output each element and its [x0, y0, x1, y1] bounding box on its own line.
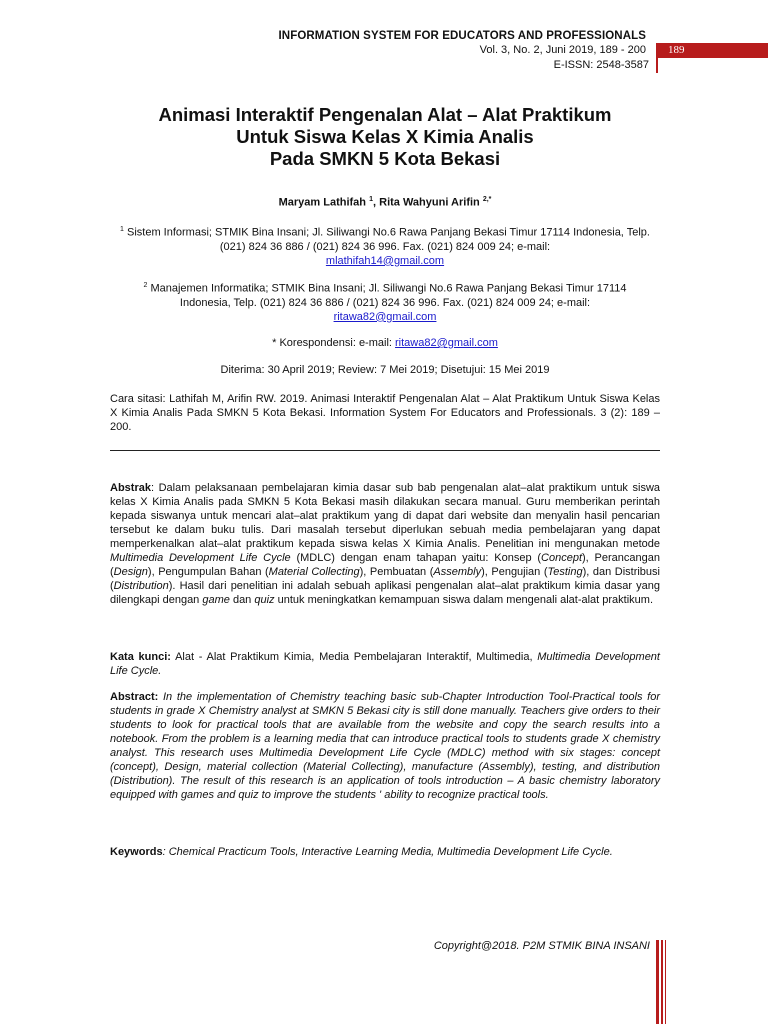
abstrak-term: quiz — [254, 594, 275, 606]
author-list — [110, 196, 660, 209]
keywords-english — [110, 845, 660, 859]
kata-kunci-term: Multimedia Development Life Cycle. — [110, 651, 660, 677]
correspondence — [110, 337, 660, 349]
title-line-2: Untuk Siswa Kelas X Kimia Analis — [236, 126, 534, 147]
volume-line: Vol. 3, No. 2, Juni 2019, 189 - 200 — [479, 44, 646, 56]
abstrak-indonesian — [110, 481, 660, 607]
abstract-text: In the implementation of Chemistry teaching basic sub-Chapter Introduction Tool-Practical tools for students in grade X Chemistry analyst at SMKN 5 Bekasi city is still done manually. Teachers give orders to their students to look for practical tools that are available from the website and copy the search results into a notebook. From the problem is a learning media that can introduce practical tools to students grade X chemistry analyst. This research uses Multimedia Development Life Cycle (MDLC) method with six stages: concept (concept), Design, material collection (Material Collecting), manufacture (Assembly), testing, and distribution (Distribution). The result of this research is an application of tools introduction – A basic chemistry laboratory equipped with games and quiz to improve the students ' ability to recognize practical tools. — [110, 691, 660, 801]
abstrak-term: Distribution — [113, 580, 169, 592]
submission-dates: Diterima: 30 April 2019; Review: 7 Mei 2019; Disetujui: 15 Mei 2019 — [220, 364, 550, 376]
abstrak-term: Testing — [547, 566, 583, 578]
affiliation-text: Manajemen Informatika; STMIK Bina Insani; Jl. Siliwangi No.6 Rawa Panjang Bekasi Timur 17114 Indonesia, Telp. (021) 824 36 886 / (021) 824 36 996. Fax. (021) 824 009 24; e-mail: — [150, 282, 627, 309]
abstrak-text: (MDLC) dengan enam tahapan yaitu: Konsep ( — [290, 552, 542, 564]
footer-red-line — [656, 940, 659, 1024]
correspondence-label: * Korespondensi: e-mail: — [272, 337, 392, 349]
abstrak-text: ), Pengumpulan Bahan ( — [147, 566, 269, 578]
abstrak-text: ), Pengujian ( — [481, 566, 548, 578]
abstract-english — [110, 690, 660, 802]
abstrak-text: ), Perancangan ( — [110, 552, 660, 578]
keywords-text: : Chemical Practicum Tools, Interactive Learning Media, Multimedia Development Life Cycle. — [162, 846, 613, 858]
copyright-notice: Copyright@2018. P2M STMIK BINA INSANI — [433, 940, 650, 952]
kata-kunci — [110, 650, 660, 678]
correspondence-email-link[interactable]: ritawa82@gmail.com — [395, 337, 498, 349]
abstrak-text: ). Hasil dari penelitian ini adalah sebuah aplikasi pengenalan alat–alat praktikum kimia dasar yang dilengkapi dengan — [110, 580, 660, 606]
issn-line: E-ISSN: 2548-3587 — [553, 59, 649, 71]
email-link[interactable]: ritawa82@gmail.com — [333, 310, 437, 323]
email-link[interactable]: mlathifah14@gmail.com — [325, 254, 445, 267]
author-separator: , — [373, 196, 380, 209]
footer-red-line — [665, 940, 666, 1024]
abstrak-text: ), Pembuatan ( — [359, 566, 434, 578]
title-line-1: Animasi Interaktif Pengenalan Alat – Alat Praktikum — [158, 104, 612, 125]
affiliation-1 — [118, 223, 652, 268]
author-name: Maryam Lathifah — [278, 196, 367, 209]
abstrak-term: Material Collecting — [268, 566, 360, 578]
section-divider — [110, 450, 660, 451]
abstrak-term: game — [202, 594, 230, 606]
affiliation-2 — [118, 279, 652, 324]
abstrak-term: Multimedia Development Life Cycle — [110, 552, 291, 564]
title-line-3: Pada SMKN 5 Kota Bekasi — [269, 148, 501, 169]
abstrak-text: : Dalam pelaksanaan pembelajaran kimia dasar sub bab pengenalan alat–alat praktikum untuk siswa kelas X Kimia Analis pada SMKN 5 Kota Bekasi masih dilakukan secara manual. Guru memberikan perintah kepada siswanya untuk mencari alat–alat praktikum yang di dapat dari website dan menyalin hasil pencarian tersebut ke dalam buku tulis. Dari masalah tersebut diperlukan sebuah media pembelajaran yang dapat memperkenalkan alat–alat praktikum kepada siswa kelas X Kimia Analis. Penelitian ini mengunakan metode — [110, 482, 660, 550]
kata-kunci-text: Alat - Alat Praktikum Kimia, Media Pembelajaran Interaktif, Multimedia, — [170, 651, 538, 663]
footer-red-line — [661, 940, 663, 1024]
journal-name: INFORMATION SYSTEM FOR EDUCATORS AND PROFESSIONALS — [278, 30, 646, 42]
abstrak-term: Concept — [541, 552, 583, 564]
affiliation-text: Sistem Informasi; STMIK Bina Insani; Jl. Siliwangi No.6 Rawa Panjang Bekasi Timur 17114 Indonesia, Telp. (021) 824 36 886 / (021) 824 36 996. Fax. (021) 824 009 24; e-mail: — [127, 226, 650, 253]
affiliation-mark: 1 — [120, 226, 124, 233]
author-name: Rita Wahyuni Arifin — [379, 196, 480, 209]
abstract-label: Abstract: — [110, 691, 159, 703]
abstrak-text: untuk meningkatkan kemampuan siswa dalam mengenali alat-alat praktikum. — [274, 594, 654, 606]
abstrak-term: Design — [113, 566, 148, 578]
abstrak-text: dan — [229, 594, 255, 606]
author-affiliation-mark: 1 — [369, 196, 373, 203]
author-affiliation-mark: 2,* — [482, 196, 492, 203]
abstrak-term: Assembly — [433, 566, 482, 578]
abstrak-text: ), dan Distribusi ( — [110, 566, 660, 592]
page-number-badge: 189 — [658, 43, 768, 58]
abstrak-label: Abstrak — [110, 482, 151, 494]
citation: Cara sitasi: Lathifah M, Arifin RW. 2019. Animasi Interaktif Pengenalan Alat – Alat Praktikum Untuk Siswa Kelas X Kimia Analis Pada SMKN 5 Kota Bekasi. Information System For Educators and Professionals. 3 (2): 189 – 200. — [110, 393, 660, 433]
affiliation-mark: 2 — [143, 282, 148, 289]
keywords-label: Keywords — [110, 846, 163, 858]
paper-title — [110, 104, 660, 170]
kata-kunci-label: Kata kunci: — [110, 651, 171, 663]
